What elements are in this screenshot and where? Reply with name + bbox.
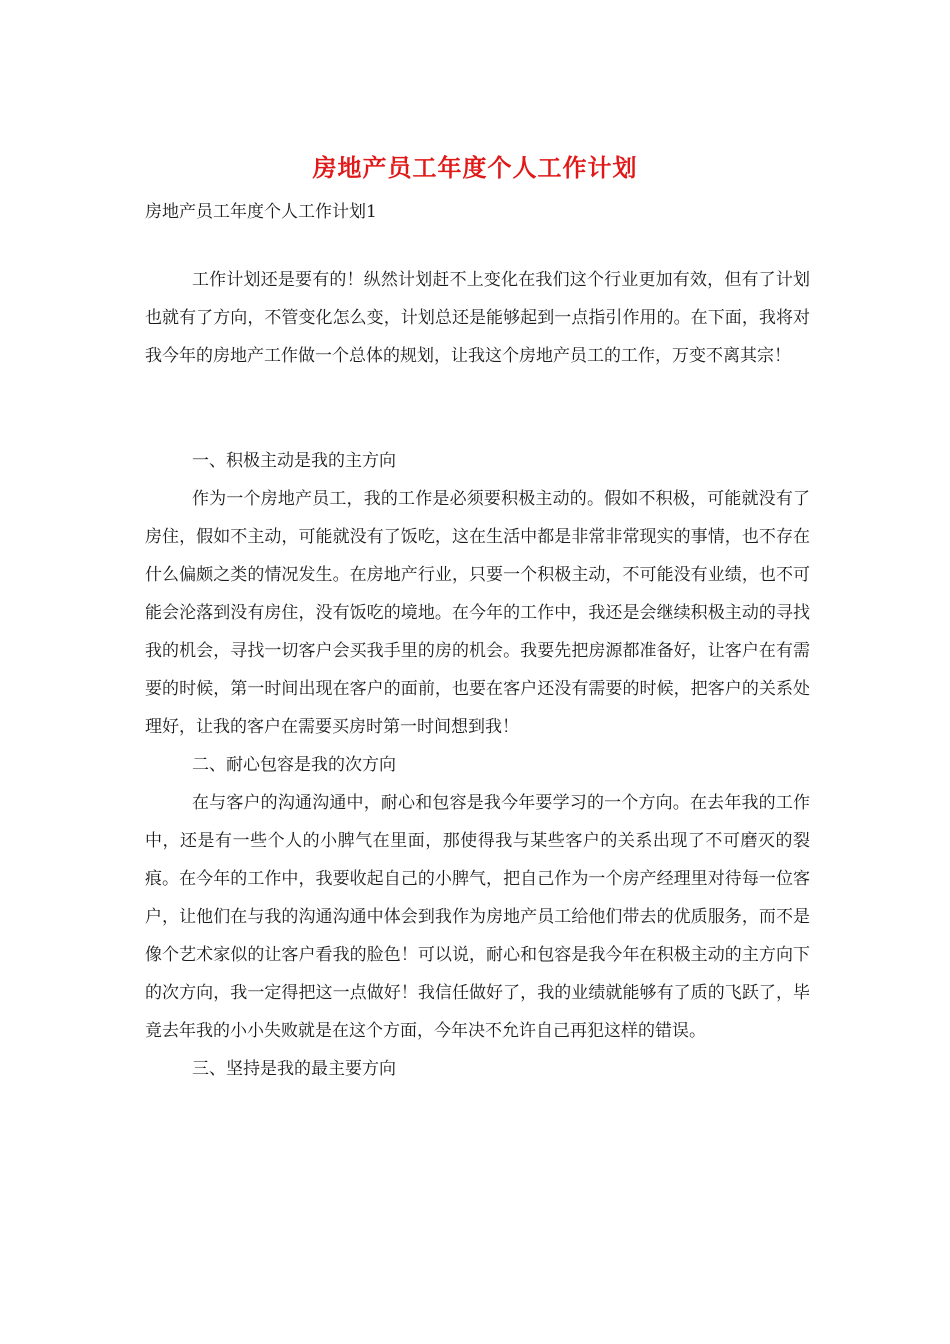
section-3-heading: 三、坚持是我的最主要方向: [192, 1059, 396, 1079]
section-2-heading: 二、耐心包容是我的次方向: [192, 755, 396, 775]
section-2-paragraph: 在与客户的沟通沟通中，耐心和包容是我今年要学习的一个方向。在去年我的工作中，还是有一些个人的小脾气在里面，那使得我与某些客户的关系出现了不可磨灭的裂痕。在今年的工作中，我要收起自己的小脾气，把自己作为一个房产经理里对待每一位客户，让他们在与我的沟通沟通中体会到我作为房地产员工给他们带去的优质服务，而不是像个艺术家似的让客户看我的脸色！可以说，耐心和包容是我今年在积极主动的主方向下的次方向，我一定得把这一点做好！我信任做好了，我的业绩就能够有了质的飞跃了，毕竟去年我的小小失败就是在这个方面，今年决不允许自己再犯这样的错误。: [145, 793, 810, 1041]
document-subtitle: 房地产员工年度个人工作计划1: [145, 202, 377, 222]
document-title: 房地产员工年度个人工作计划: [312, 153, 638, 182]
section-1-heading: 一、积极主动是我的主方向: [192, 451, 396, 471]
intro-paragraph: 工作计划还是要有的！纵然计划赶不上变化在我们这个行业更加有效，但有了计划也就有了方向，不管变化怎么变，计划总还是能够起到一点指引作用的。在下面，我将对我今年的房地产工作做一个总体的规划，让我这个房地产员工的工作，万变不离其宗！: [145, 270, 810, 366]
intro-block: [145, 261, 810, 375]
sections-block: [145, 442, 810, 1088]
section-1-paragraph: 作为一个房地产员工，我的工作是必须要积极主动的。假如不积极，可能就没有了房住，假如不主动，可能就没有了饭吃，这在生活中都是非常非常现实的事情，也不存在什么偏颇之类的情况发生。在房地产行业，只要一个积极主动，不可能没有业绩，也不可能会沦落到没有房住，没有饭吃的境地。在今年的工作中，我还是会继续积极主动的寻找我的机会，寻找一切客户会买我手里的房的机会。我要先把房源都准备好，让客户在有需要的时候，第一时间出现在客户的面前，也要在客户还没有需要的时候，把客户的关系处理好，让我的客户在需要买房时第一时间想到我！: [145, 489, 810, 737]
